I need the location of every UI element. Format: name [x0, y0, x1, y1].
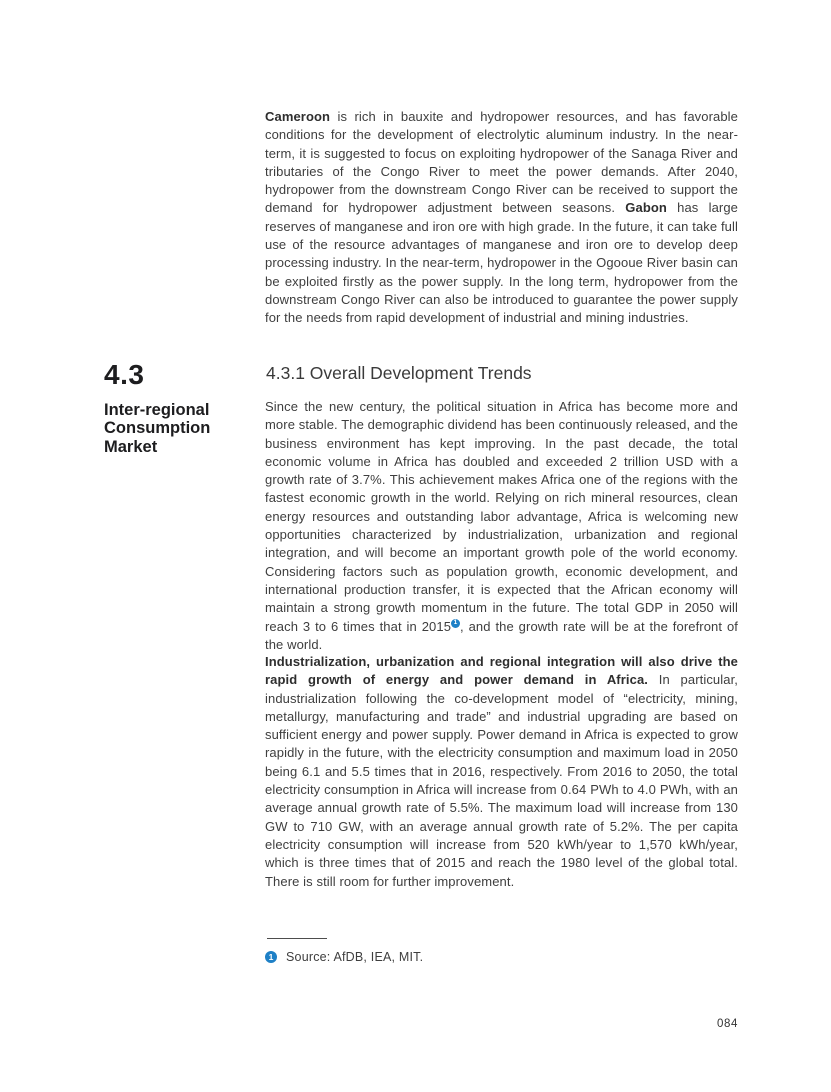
- section-title-line: Market: [104, 437, 158, 456]
- section-title: [104, 401, 264, 456]
- footnote-divider: [267, 938, 327, 939]
- section-title-line: Inter-regional: [104, 401, 210, 419]
- paragraph-power-demand: [265, 653, 738, 891]
- country-name-bold: Gabon: [625, 200, 667, 216]
- subsection-heading: 4.3.1 Overall Development Trends: [266, 363, 532, 383]
- country-name-bold: Cameroon: [265, 109, 331, 124]
- page-number: 084: [717, 1018, 738, 1030]
- footnote: [265, 950, 423, 964]
- footnote-text: Source: AfDB, IEA, MIT.: [286, 950, 424, 964]
- section-sidebar: [104, 360, 264, 456]
- footnote-reference: [451, 616, 460, 628]
- lead-sentence-bold: Industrialization, urbanization and regional integration will also drive the rapid growth of energy and power demand in Africa.: [265, 654, 738, 688]
- paragraph-text: In particular, industrialization following the co-development model of “electricity, mining, metallurgy, manufacturing and trade” and industrial upgrading are based on sufficient energy and power supply. Power demand in Africa is expected to grow rapidly in the future, with the electricity consumption and maximum load in 2050 being 6.1 and 5.5 times that in 2016, respectively. From 2016 to 2050, the total electricity consumption in Africa will increase from 0.64 PWh to 4.0 PWh, with an average annual growth rate of 5.5%. The maximum load will increase from 130 GW to 710 GW, with an average annual growth rate of 5.2%. The per capita electricity consumption will increase from 520 kWh/year to 1,570 kWh/year, which is three times that of 2015 and reach the 1980 level of the global total. There is still room for further improvement.: [265, 672, 738, 889]
- paragraph-text: Since the new century, the political situation in Africa has become more and more stable. The demographic dividend has been continuously released, and the business environment has kept improving. In the past decade, the total economic volume in Africa has doubled and exceeded 2 trillion USD with a growth rate of 3.7%. This achievement makes Africa one of the regions with the fastest economic growth in the world. Relying on rich mineral resources, clean energy resources and outstanding labor advantage, Africa is welcoming new opportunities characterized by industrialization, urbanization and regional integration, and will become an important growth pole of the world economy. Considering factors such as population growth, economic development, and international production transfer, it is expected that the African economy will maintain a strong growth momentum in the future. The total GDP in 2050 will reach 3 to 6 times that in 2015: [265, 399, 738, 634]
- paragraph-text: is rich in bauxite and hydropower resources, and has favorable conditions for the development of electrolytic aluminum industry. In the near-term, it is suggested to focus on exploiting hydropower of the Sanaga River and tributaries of the Congo River to meet the power demands. After 2040, hydropower from the downstream Congo River can be received to support the demand for hydropower adjustment between seasons.: [265, 109, 738, 216]
- footnote-marker-icon: 1: [451, 619, 460, 628]
- section-title-line: Consumption: [104, 419, 211, 438]
- section-number: 4.3: [104, 359, 145, 390]
- paragraph-text: has large reserves of manganese and iron ore with high grade. In the future, it can take full use of the resource advantages of manganese and iron ore to develop deep processing industry. In the near-term, hydropower in the Ogooue River basin can be exploited firstly as the power supply. In the long term, hydropower from the downstream Congo River can also be introduced to guarantee the power supply for the needs from rapid development of industrial and mining industries.: [265, 200, 738, 326]
- paragraph-text: , and the growth rate will be at the forefront of the world.: [265, 618, 739, 652]
- paragraph-cameroon-gabon: [265, 108, 738, 328]
- footnote-marker-icon: 1: [265, 951, 277, 963]
- paragraph-development-trends: [265, 398, 738, 654]
